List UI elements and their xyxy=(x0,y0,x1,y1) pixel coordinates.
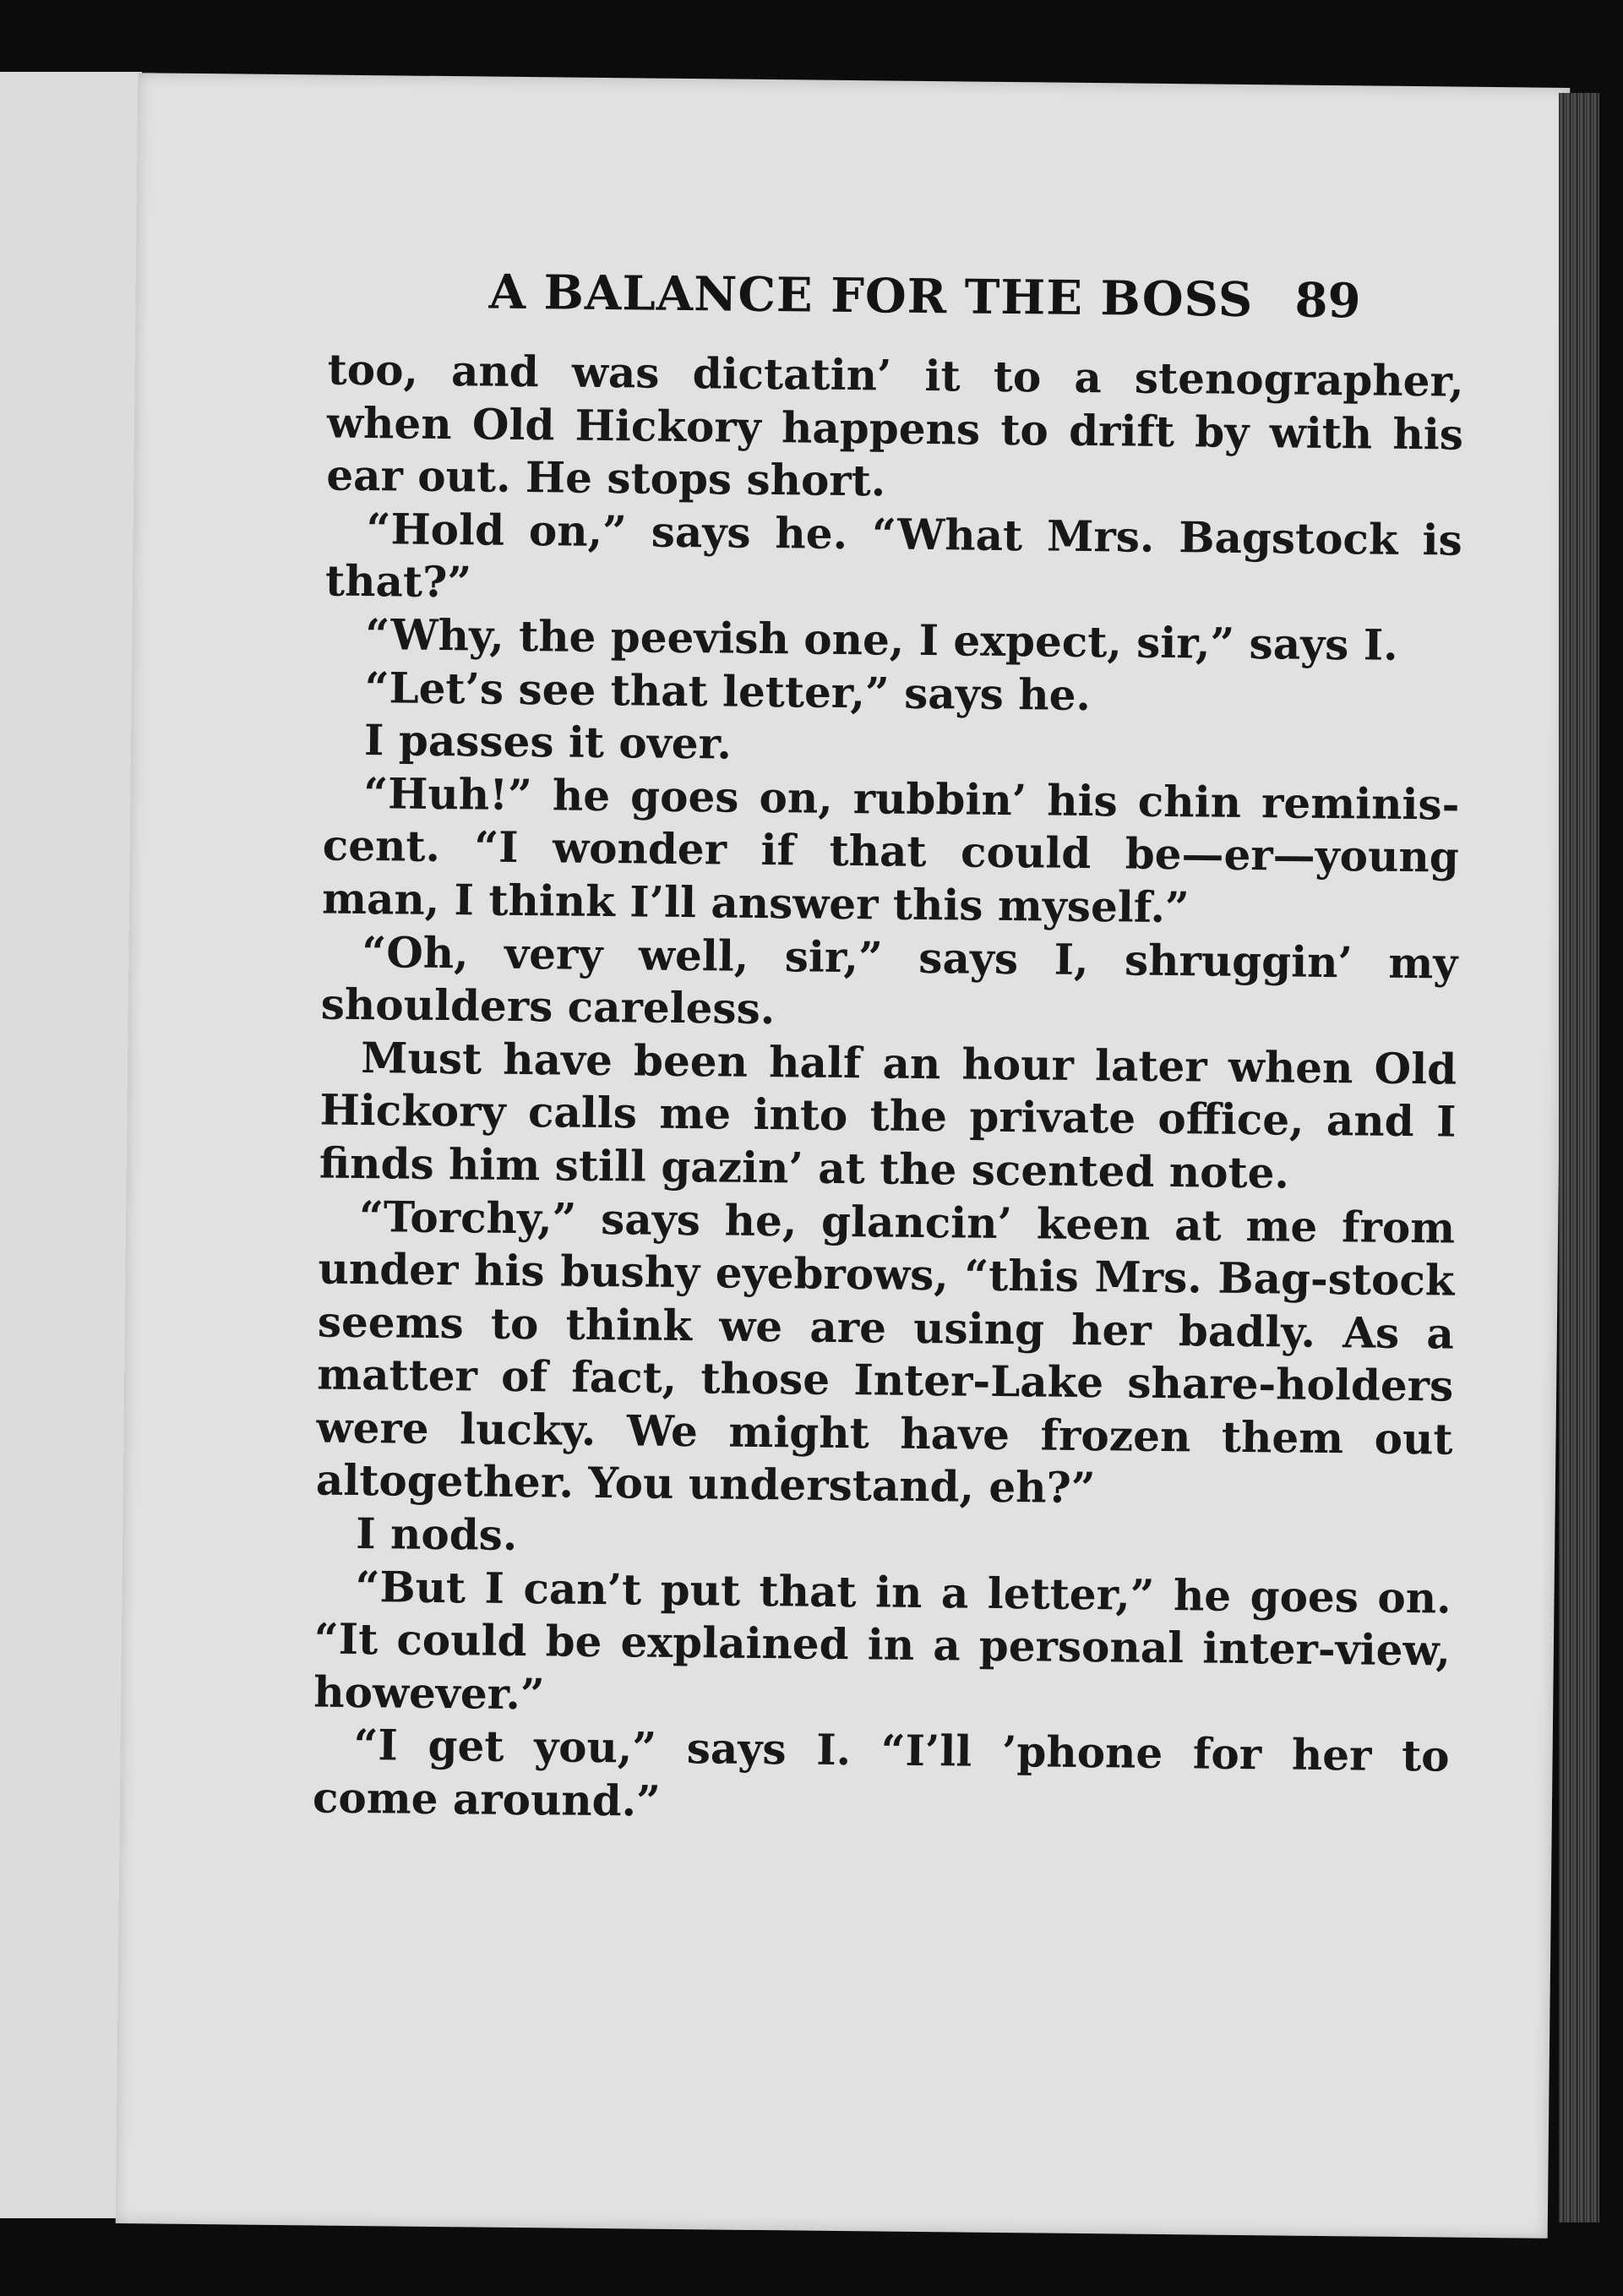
page-number: 89 xyxy=(1294,272,1361,330)
paragraph: “Huh!” he goes on, rubbin’ his chin reminis-cent. “I wonder if that could be—er—young man, I think I’ll answer this myself.” xyxy=(321,767,1460,933)
running-title: A BALANCE FOR THE BOSS xyxy=(488,264,1254,329)
paragraph: I passes it over. xyxy=(363,715,733,769)
book-fore-edge xyxy=(1559,93,1599,2222)
paragraph: too, and was dictatin’ it to a stenographer, when Old Hickory happens to drift by with his ear out. He stops short. xyxy=(326,344,1464,506)
paragraph: “Hold on,” says he. “What Mrs. Bagstock is that?” xyxy=(324,503,1462,608)
paragraph: “Let’s see that letter,” says he. xyxy=(364,662,1092,720)
book-page xyxy=(116,73,1571,2239)
paragraph: Must have been half an hour later when Old Hickory calls me into the private office, and I finds him still gazin’ at the scented note. xyxy=(319,1032,1457,1198)
paragraph: “Torchy,” says he, glancin’ keen at me from under his bushy eyebrows, “this Mrs. Bag-stock seems to think we are using her badly. As a matter of fact, those Inter-Lake share-holders were lucky. We might have frozen them out altogether. You understand, eh?” xyxy=(315,1191,1456,1513)
body-text xyxy=(313,344,1464,1837)
paragraph: “Why, the peevish one, I expect, sir,” says I. xyxy=(365,609,1398,670)
paragraph: “Oh, very well, sir,” says I, shruggin’ my shoulders careless. xyxy=(320,926,1458,1034)
paragraph: “But I can’t put that in a letter,” he goes on. “It could be explained in a personal inter-view, however.” xyxy=(313,1561,1451,1720)
paragraph: I nods. xyxy=(355,1508,518,1561)
running-head xyxy=(135,260,1475,342)
paragraph: “I get you,” says I. “I’ll ’phone for her to come around.” xyxy=(312,1720,1450,1826)
